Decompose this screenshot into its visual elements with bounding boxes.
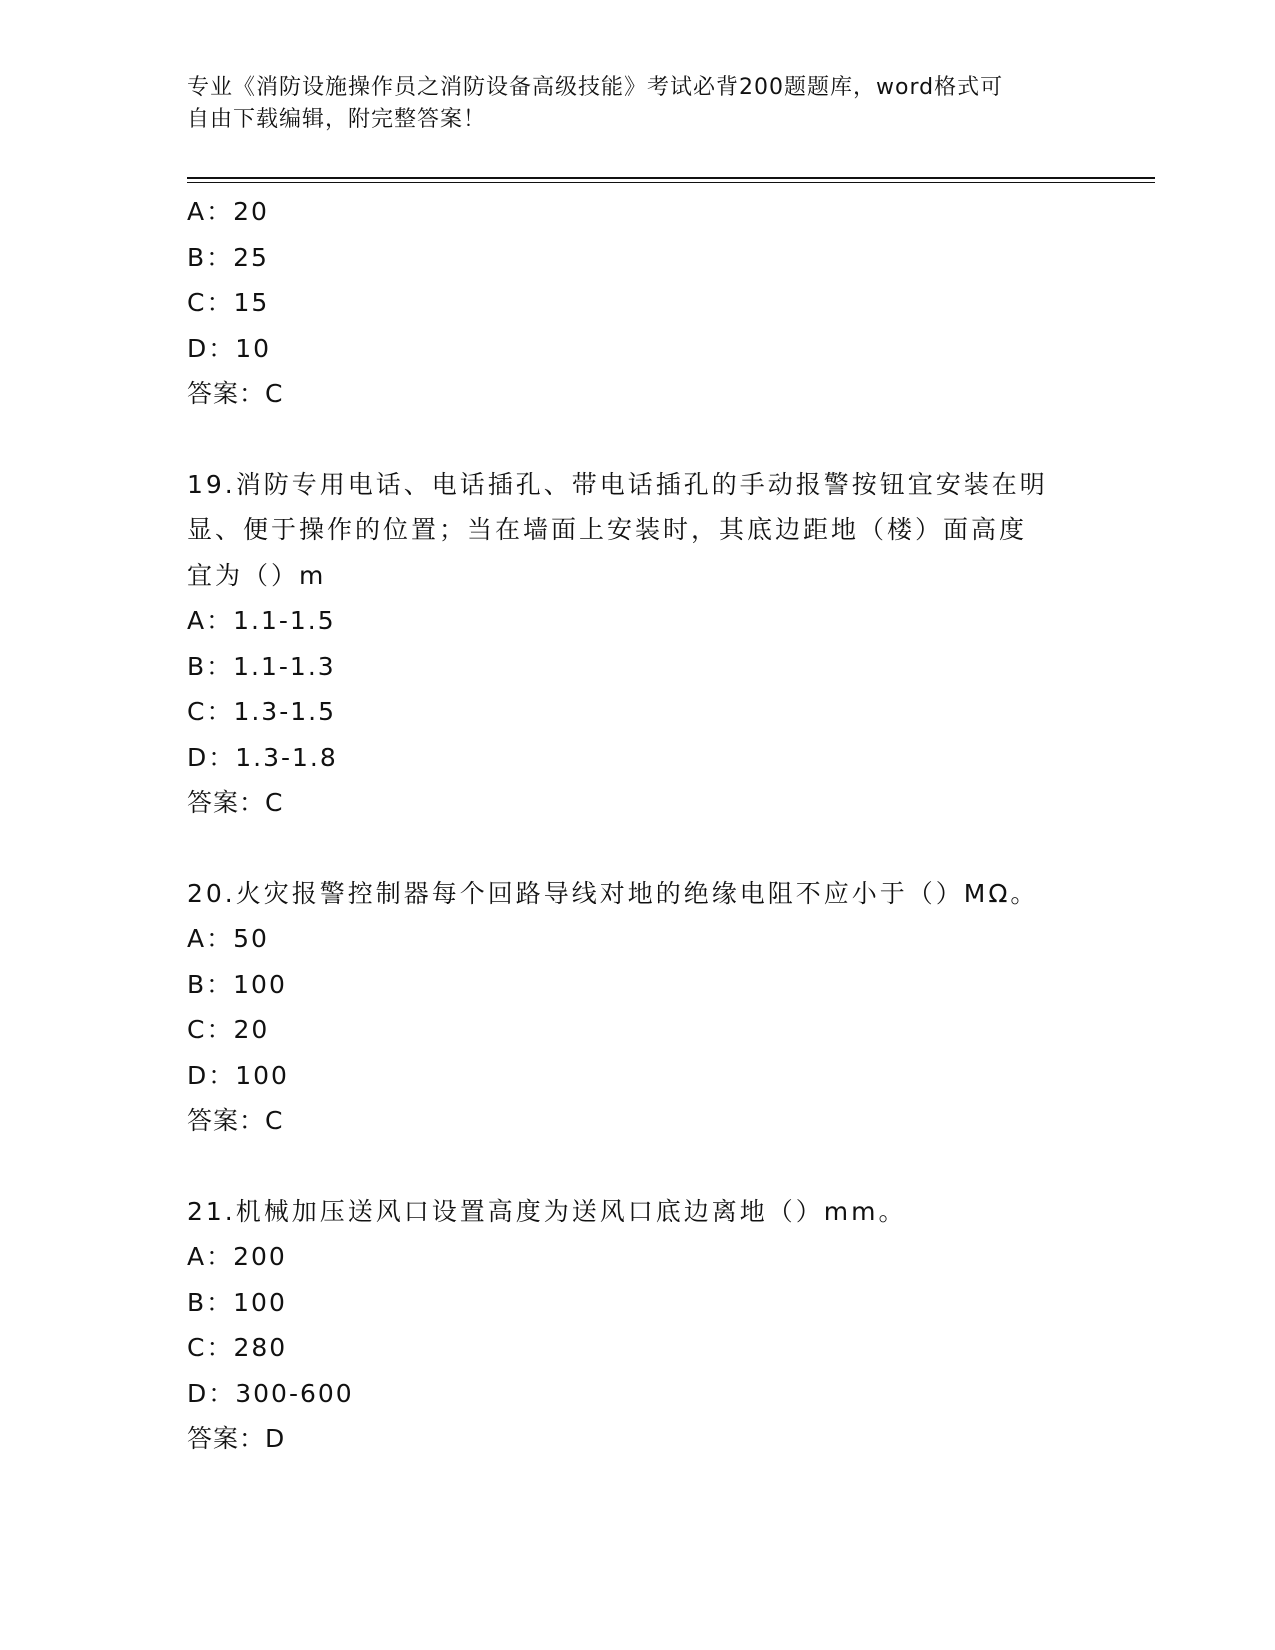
answer: 答案：C bbox=[187, 788, 284, 817]
answer: 答案：C bbox=[187, 379, 284, 408]
spacer bbox=[187, 826, 1087, 871]
question-stem-line: 20.火灾报警控制器每个回路导线对地的绝缘电阻不应小于（）MΩ。 bbox=[187, 878, 1039, 908]
option-c: C：20 bbox=[187, 1015, 270, 1044]
spacer bbox=[187, 1144, 1087, 1189]
document-header bbox=[187, 72, 1067, 136]
header-divider bbox=[187, 177, 1155, 183]
option-c: C：280 bbox=[187, 1333, 288, 1362]
question-stem-line: 显、便于操作的位置；当在墙面上安装时，其底边距地（楼）面高度 bbox=[187, 515, 1028, 544]
question-21 bbox=[187, 1189, 1087, 1462]
option-a: A：50 bbox=[187, 924, 269, 953]
question-19 bbox=[187, 462, 1087, 826]
header-line-1: 专业《消防设施操作员之消防设备高级技能》考试必背200题题库，word格式可 bbox=[187, 75, 1004, 100]
spacer bbox=[187, 417, 1087, 462]
option-b: B：1.1-1.3 bbox=[187, 651, 336, 681]
question-stem-line: 21.机械加压送风口设置高度为送风口底边离地（）mm。 bbox=[187, 1196, 907, 1226]
option-a: A：200 bbox=[187, 1242, 287, 1271]
question-20 bbox=[187, 871, 1087, 1144]
option-c: C：15 bbox=[187, 288, 270, 317]
question-stem-line: 宜为（）m bbox=[187, 560, 327, 590]
option-b: B：100 bbox=[187, 969, 287, 999]
option-a: A：20 bbox=[187, 197, 269, 226]
option-d: D：300-600 bbox=[187, 1378, 354, 1408]
option-b: B：25 bbox=[187, 242, 269, 272]
question-list bbox=[187, 189, 1087, 1462]
option-d: D：100 bbox=[187, 1060, 289, 1090]
question-stem-line: 19.消防专用电话、电话插孔、带电话插孔的手动报警按钮宜安装在明 bbox=[187, 469, 1048, 499]
option-c: C：1.3-1.5 bbox=[187, 697, 336, 726]
question-18 bbox=[187, 189, 1087, 417]
option-d: D：10 bbox=[187, 333, 272, 363]
header-line-2: 自由下载编辑，附完整答案！ bbox=[187, 107, 487, 132]
option-a: A：1.1-1.5 bbox=[187, 606, 336, 635]
option-d: D：1.3-1.8 bbox=[187, 742, 338, 772]
option-b: B：100 bbox=[187, 1287, 287, 1317]
answer: 答案：D bbox=[187, 1424, 286, 1453]
answer: 答案：C bbox=[187, 1106, 284, 1135]
